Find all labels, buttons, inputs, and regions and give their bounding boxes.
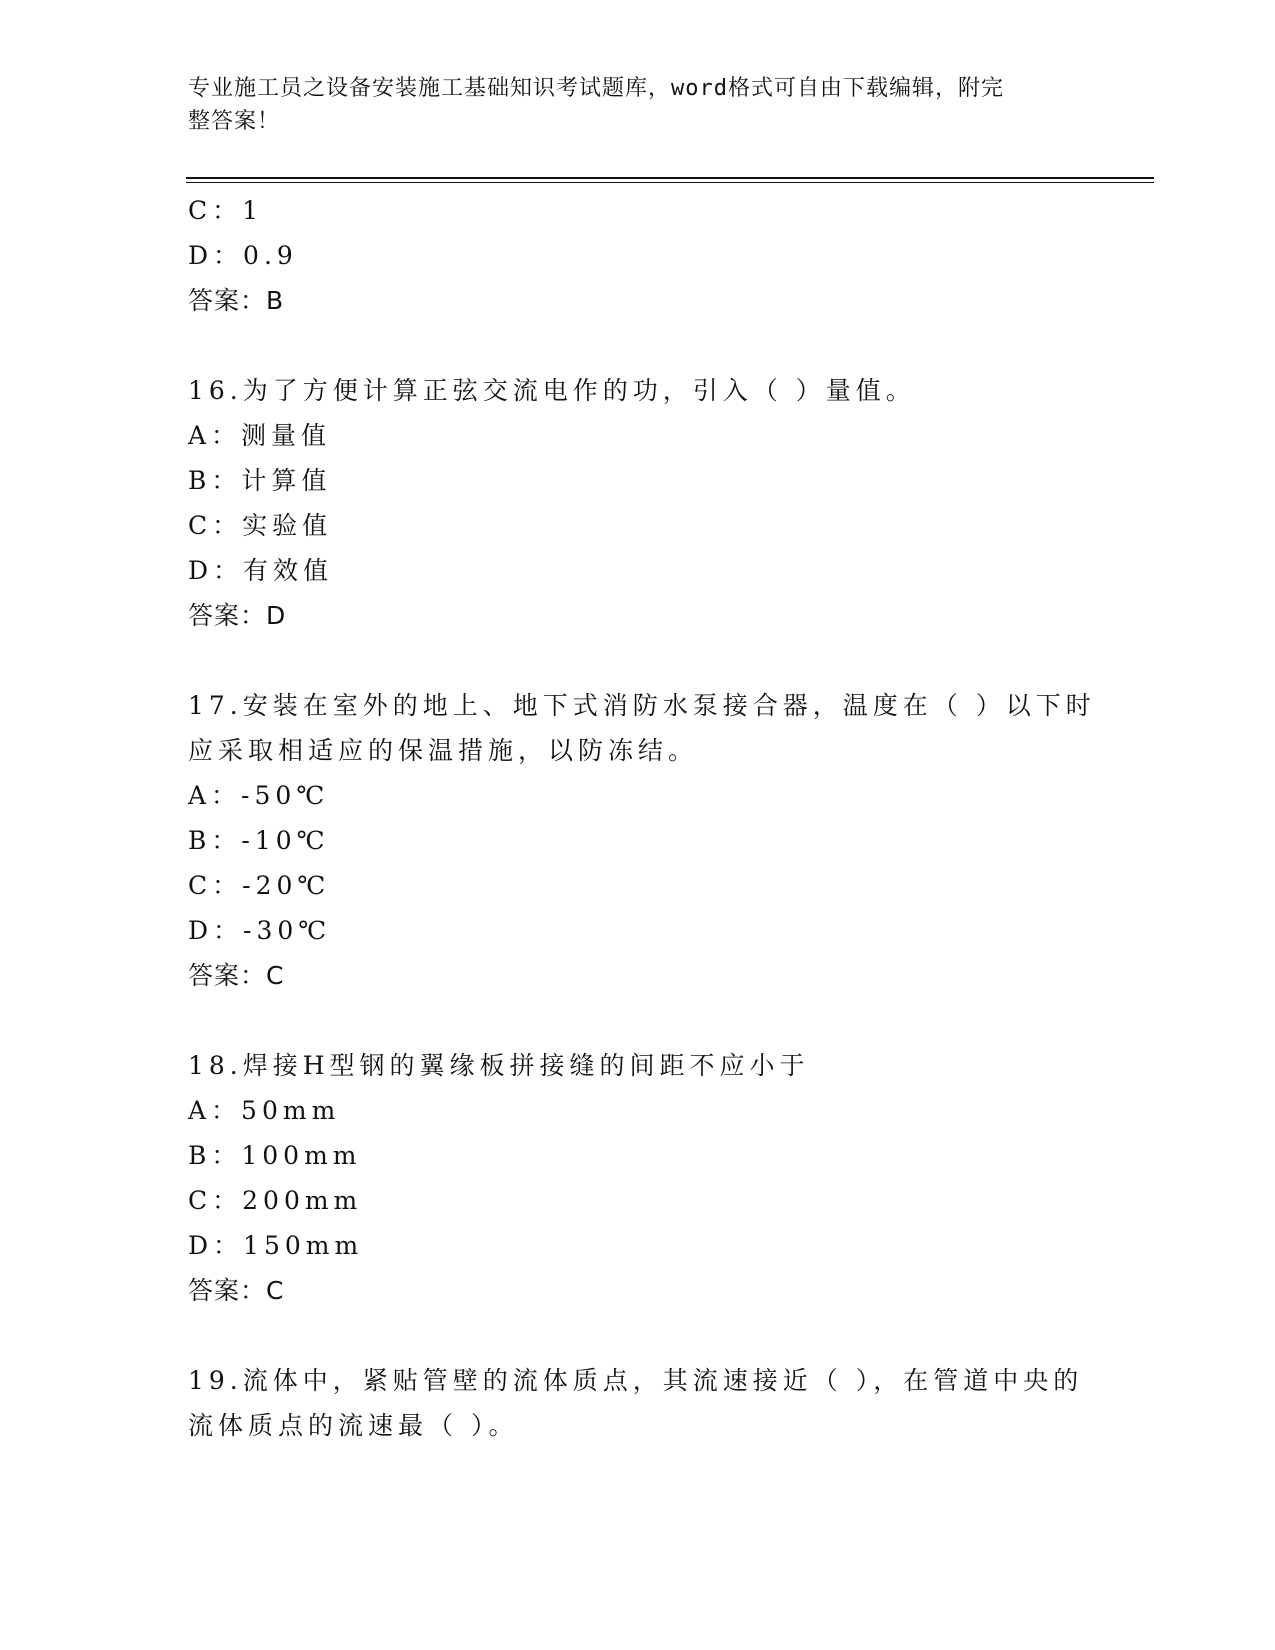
q18-option-b: B：100mm xyxy=(188,1141,362,1170)
header-divider-thin xyxy=(186,182,1154,183)
q16-stem: 16.为了方便计算正弦交流电作的功，引入（ ）量值。 xyxy=(188,376,916,405)
header-line-1: 专业施工员之设备安装施工基础知识考试题库，word格式可自由下载编辑，附完 xyxy=(188,76,1004,101)
q18-answer: 答案：C xyxy=(188,1276,285,1305)
prev-answer: 答案：B xyxy=(188,286,285,315)
q18-stem: 18.焊接H型钢的翼缘板拼接缝的间距不应小于 xyxy=(188,1051,810,1080)
q17-option-a: A：-50℃ xyxy=(188,781,330,810)
q17-option-d: D：-30℃ xyxy=(188,916,332,945)
q18-option-d: D：150mm xyxy=(188,1231,364,1260)
q16-option-d: D：有效值 xyxy=(188,556,334,585)
q16-option-b: B：计算值 xyxy=(188,466,332,495)
q18-option-a: A：50mm xyxy=(188,1096,341,1125)
header-divider-thick xyxy=(186,177,1154,179)
q17-option-b: B：-10℃ xyxy=(188,826,330,855)
prev-option-d: D：0.9 xyxy=(188,241,298,270)
q16-option-a: A：测量值 xyxy=(188,421,332,450)
q18-option-c: C：200mm xyxy=(188,1186,363,1215)
header-line-2: 整答案！ xyxy=(188,109,281,134)
q17-stem-line-1: 17.安装在室外的地上、地下式消防水泵接合器，温度在（ ）以下时 xyxy=(188,691,1096,720)
q19-stem-line-2: 流体质点的流速最（ ）。 xyxy=(188,1411,519,1440)
q16-answer: 答案：D xyxy=(188,601,287,630)
q17-stem-line-2: 应采取相适应的保温措施，以防冻结。 xyxy=(188,736,699,765)
q16-option-c: C：实验值 xyxy=(188,511,333,540)
q19-stem-line-1: 19.流体中，紧贴管壁的流体质点，其流速接近（ ），在管道中央的 xyxy=(188,1366,1084,1395)
q17-answer: 答案：C xyxy=(188,961,285,990)
page-header xyxy=(188,72,1068,138)
prev-option-c: C：1 xyxy=(188,196,264,225)
q17-option-c: C：-20℃ xyxy=(188,871,331,900)
